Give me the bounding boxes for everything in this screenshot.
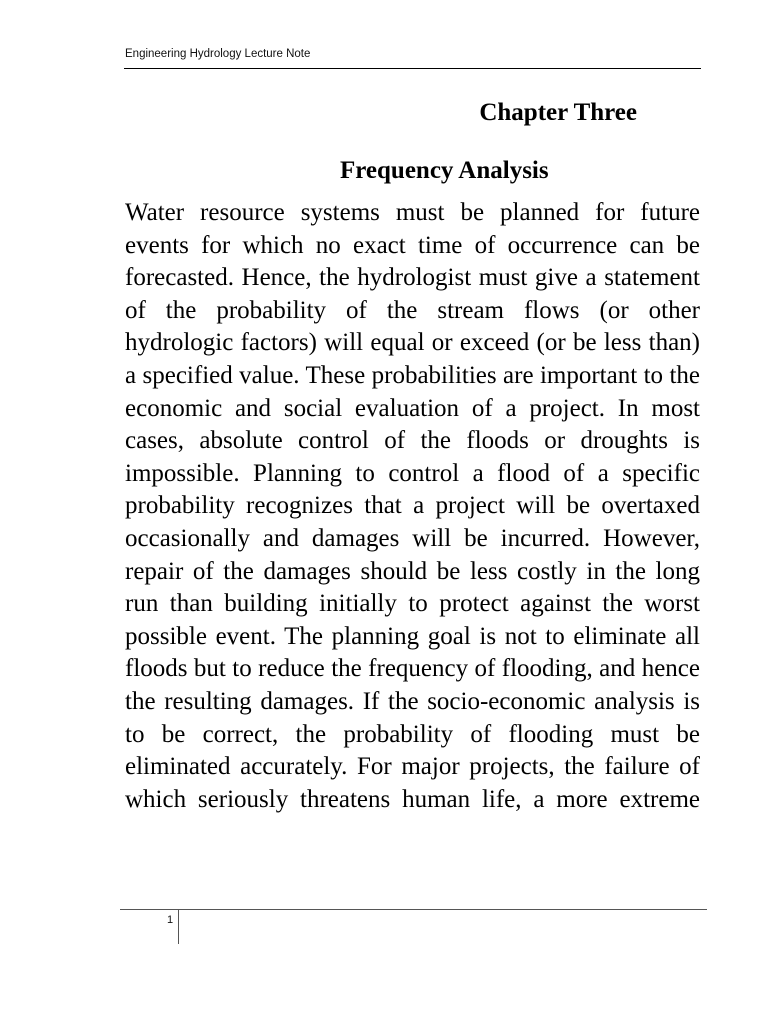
footer-vertical-divider [178,909,179,944]
chapter-title: Chapter Three [479,99,637,126]
header-divider [124,68,701,69]
page-number: 1 [167,914,174,926]
running-header: Engineering Hydrology Lecture Note [125,48,311,60]
footer-divider [120,909,707,910]
body-paragraph: Water resource systems must be planned for future events for which no exact time of occurrence can be forecasted. Hence, the hydrologist must give a statement of the probability of the stream flows (or other hydrologic factors) will equal or exceed (or be less than) a specified value. These probabilities are important to the economic and social evaluation of a project. In most cases, absolute control of the floods or droughts is impossible. Planning to control a flood of a specific probability recognizes that a project will be overtaxed occasionally and damages will be incurred. However, repair of the damages should be less costly in the long run than building initially to protect against the worst possible event. The planning goal is not to eliminate all floods but to reduce the frequency of flooding, and hence the resulting damages. If the socio-economic analysis is to be correct, the probability of flooding must be eliminated accurately. For major projects, the failure of which seriously threatens human life, a more extreme [125,199,700,813]
section-title: Frequency Analysis [340,157,549,184]
